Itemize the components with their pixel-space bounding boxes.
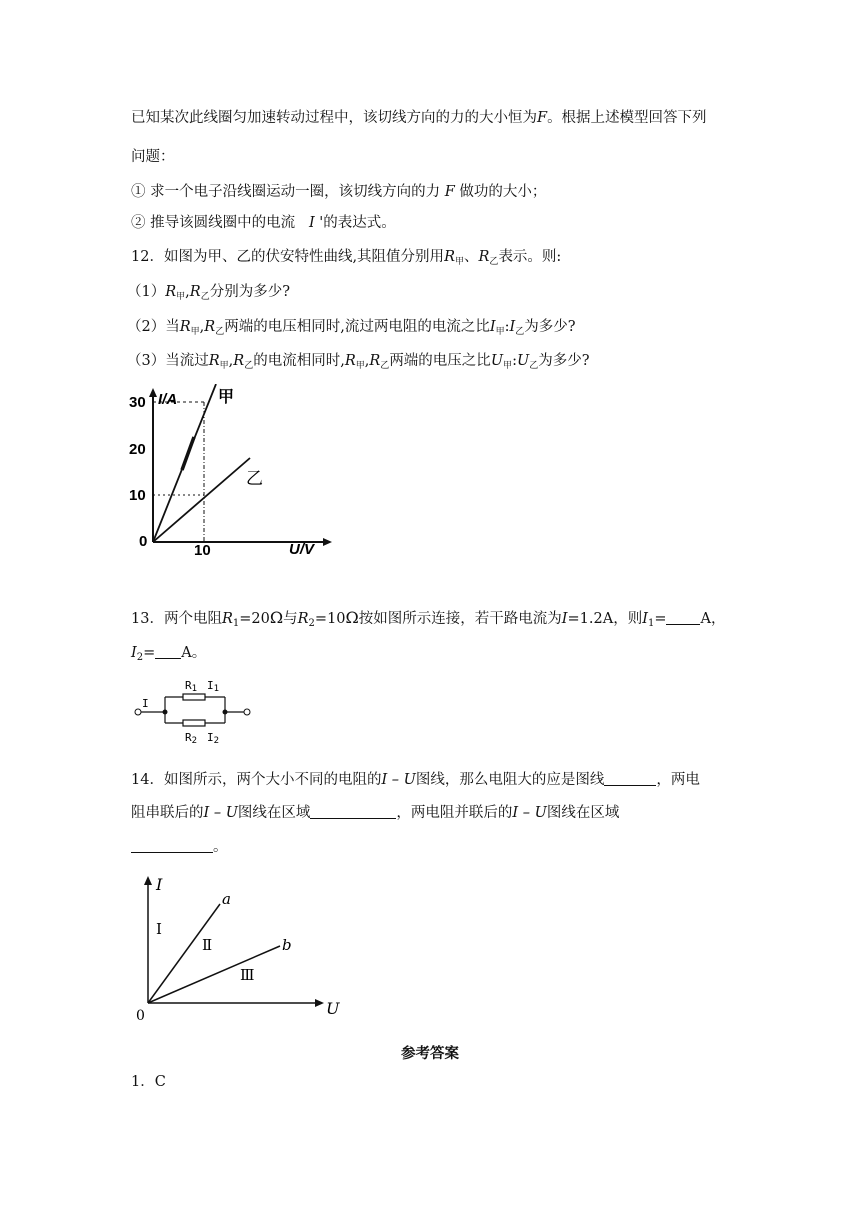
line-jia-thick-segment <box>182 437 194 470</box>
iu-symbol: I – U <box>381 772 416 788</box>
resistance-symbol: R <box>221 611 233 627</box>
text-segment: 已知某次此线圈匀加速转动过程中，该切线方向的力的大小恒为 <box>131 110 537 126</box>
resistor-r1 <box>183 694 205 700</box>
x-axis-label: U <box>326 999 340 1018</box>
text-segment: ② 推导该圆线圈中的电流 <box>131 215 296 231</box>
y-axis-arrow <box>149 388 157 397</box>
terminal-right <box>244 709 250 715</box>
y-axis-arrow <box>144 876 152 885</box>
origin-label: 0 <box>136 1008 145 1024</box>
subscript: 乙 <box>489 257 499 267</box>
sub-question-2 <box>131 213 396 233</box>
text-segment: = <box>143 645 156 661</box>
subscript: 乙 <box>529 361 539 371</box>
resistance-symbol: R <box>369 353 381 369</box>
region-1-label: Ⅰ <box>156 920 162 938</box>
text-segment: , <box>228 353 234 369</box>
subscript: 乙 <box>380 361 390 371</box>
region-2-label: Ⅱ <box>202 936 213 954</box>
answer-blank-parallel[interactable] <box>131 838 213 853</box>
subscript: 1 <box>647 618 655 629</box>
text-segment: 按如图所示连接，若干路电流为 <box>358 611 562 627</box>
problem-text-line-1 <box>131 108 707 128</box>
origin-label: 0 <box>139 533 148 550</box>
answer-blank-line[interactable] <box>604 771 656 786</box>
subscript: 甲 <box>190 327 200 337</box>
iu-symbol: I – U <box>203 805 238 821</box>
resistance-symbol: R <box>204 319 216 335</box>
text-segment: 与 <box>283 611 298 627</box>
subscript: 甲 <box>454 257 464 267</box>
text-segment: 图线在区域 <box>237 805 311 821</box>
subscript: 甲 <box>503 361 513 371</box>
text-segment: 。 <box>213 839 228 855</box>
resistance-symbol: R <box>478 249 490 265</box>
problem-text-line-2 <box>131 147 175 167</box>
iu-graph-q14 <box>126 870 352 1028</box>
resistance-symbol: R <box>165 284 177 300</box>
text-segment: 问题： <box>131 149 175 165</box>
resistor-r2 <box>183 720 205 726</box>
question-12-part-2 <box>127 317 576 342</box>
line-yi <box>153 458 250 542</box>
answer-1: 1．C <box>131 1074 166 1090</box>
text-segment: ，两电阻并联后的 <box>396 805 513 821</box>
text-segment: 13．两个电阻 <box>131 611 222 627</box>
subscript: 乙 <box>200 292 210 302</box>
subscript: 甲 <box>176 292 186 302</box>
voltage-symbol: U <box>490 353 504 369</box>
text-segment: 。根据上述模型回答下列 <box>547 110 707 126</box>
force-symbol: F <box>537 110 548 126</box>
question-12-part-1 <box>127 282 290 307</box>
y-tick-20: 20 <box>129 441 146 458</box>
text-segment: =1.2A，则 <box>567 611 643 627</box>
resistance-symbol: R <box>344 353 356 369</box>
label-i1: I1 <box>207 679 220 694</box>
y-tick-30: 30 <box>129 394 146 411</box>
current-symbol: I <box>131 645 137 661</box>
question-14-cont-2 <box>131 837 228 857</box>
text-segment: , <box>185 284 190 300</box>
y-tick-10: 10 <box>129 487 146 504</box>
question-12-part-3 <box>127 351 589 376</box>
label-r1: R1 <box>185 679 198 694</box>
current-symbol: I <box>642 611 648 627</box>
resistance-symbol: R <box>179 319 191 335</box>
answer-blank-i1[interactable] <box>666 610 700 625</box>
text-segment: =10 <box>314 611 346 627</box>
text-segment: 、 <box>464 249 479 265</box>
ohm-symbol: Ω <box>269 608 284 627</box>
text-segment: 两端的电压之比 <box>389 353 491 369</box>
force-symbol: F <box>444 184 455 200</box>
text-segment: , <box>364 353 370 369</box>
x-axis-arrow <box>315 999 324 1007</box>
text-segment: 为多少? <box>538 353 590 369</box>
iu-graph-q12 <box>126 384 336 559</box>
subscript: 1 <box>232 618 240 629</box>
subscript: 乙 <box>515 327 525 337</box>
resistance-symbol: R <box>208 353 220 369</box>
y-axis-label: I/A <box>158 391 178 408</box>
label-i2: I2 <box>207 731 220 746</box>
text-segment: =20 <box>239 611 270 627</box>
label-r2: R2 <box>185 731 198 746</box>
subscript: 甲 <box>495 327 505 337</box>
voltage-symbol: U <box>516 353 530 369</box>
y-axis-label: I <box>156 875 163 894</box>
text-segment: 为多少? <box>524 319 576 335</box>
text-segment: 表示。则: <box>498 249 562 265</box>
text-segment: （1） <box>127 284 166 300</box>
region-3-label: Ⅲ <box>240 966 255 984</box>
resistance-symbol: R <box>233 353 245 369</box>
text-segment: 12．如图为甲、乙的伏安特性曲线,其阻值分别用 <box>131 249 445 265</box>
terminal-left <box>135 709 141 715</box>
subscript: 甲 <box>219 361 229 371</box>
text-segment: : <box>512 353 517 369</box>
question-14-cont <box>131 803 619 823</box>
iu-symbol: I – U <box>512 805 547 821</box>
text-segment: A， <box>700 611 726 627</box>
text-segment: : <box>504 319 510 335</box>
text-segment: 分别为多少? <box>209 284 290 300</box>
current-symbol: I <box>509 319 516 335</box>
answer-blank-i2[interactable] <box>155 644 181 659</box>
resistance-symbol: R <box>444 249 455 265</box>
current-symbol: I ' <box>308 215 324 231</box>
line-label-b: b <box>282 936 292 954</box>
label-i: I <box>142 697 149 710</box>
text-segment: 的表达式。 <box>323 215 396 231</box>
subscript: 2 <box>308 618 315 629</box>
question-14 <box>131 770 700 790</box>
text-segment: ① 求一个电子沿线圈运动一圈，该切线方向的力 <box>131 184 441 200</box>
question-12 <box>131 247 561 272</box>
text-segment: 做功的大小； <box>459 184 547 200</box>
answer-blank-series[interactable] <box>310 804 396 819</box>
text-segment: 图线在区域 <box>546 805 620 821</box>
text-segment: ，两电 <box>656 772 700 788</box>
subscript: 乙 <box>244 361 254 371</box>
x-tick-10: 10 <box>194 542 211 559</box>
ohm-symbol: Ω <box>345 608 359 627</box>
text-segment: 图线，那么电阻大的应是图线 <box>415 772 605 788</box>
text-segment: （2）当 <box>127 319 180 335</box>
text-segment: 阻串联后的 <box>131 805 204 821</box>
subscript: 2 <box>136 652 144 663</box>
line-label-yi: 乙 <box>246 469 263 489</box>
text-segment: A。 <box>181 645 207 661</box>
text-segment: 的电流相同时, <box>253 353 345 369</box>
subscript: 甲 <box>355 361 365 371</box>
resistance-symbol: R <box>297 611 309 627</box>
current-symbol: I <box>489 319 496 335</box>
line-label-jia: 甲 <box>218 387 235 406</box>
text-segment: （3）当流过 <box>127 353 209 369</box>
text-segment: 14．如图所示，两个大小不同的电阻的 <box>131 772 382 788</box>
resistance-symbol: R <box>189 284 201 300</box>
text-segment: = <box>654 611 667 627</box>
question-13-cont <box>131 643 206 668</box>
subscript: 乙 <box>215 327 225 337</box>
current-symbol: I <box>561 611 568 627</box>
x-axis-label: U/V <box>289 541 315 558</box>
answers-title: 参考答案 <box>401 1045 459 1062</box>
text-segment: 两端的电压相同时,流过两电阻的电流之比 <box>224 319 490 335</box>
parallel-circuit-q13 <box>130 675 255 747</box>
line-label-a: a <box>222 890 231 908</box>
text-segment: , <box>199 319 205 335</box>
sub-question-1 <box>131 182 546 202</box>
question-13 <box>131 608 725 634</box>
x-axis-arrow <box>323 538 332 546</box>
